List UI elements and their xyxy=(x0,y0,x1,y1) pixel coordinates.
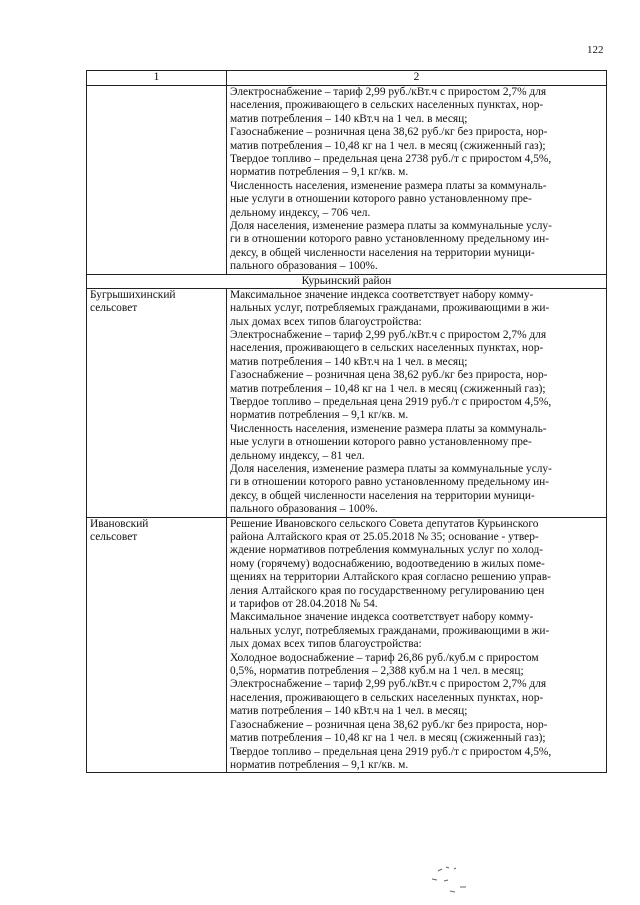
text-line: ги в отношении которого равно установленному предельному ин- xyxy=(230,476,550,489)
text-line: Решение Ивановского сельского Совета депутатов Курьинского xyxy=(230,517,539,530)
text-line: Доля населения, изменение размера платы за коммунальные услу- xyxy=(230,220,552,233)
text-line: матив потребления – 140 кВт.ч на 1 чел. в месяц; xyxy=(230,705,468,718)
text-line: Твердое топливо – предельная цена 2738 руб./т с приростом 4,5%, xyxy=(230,153,552,166)
paragraph xyxy=(230,329,603,369)
text-line: матив потребления – 10,48 кг на 1 чел. в месяц (сжиженный газ); xyxy=(230,382,546,395)
paragraph xyxy=(230,289,603,329)
text-line: норматив потребления – 9,1 кг/кв. м. xyxy=(230,409,409,422)
text-line: пального образования – 100%. xyxy=(230,260,378,273)
paragraph xyxy=(230,423,603,463)
text-line: матив потребления – 10,48 кг на 1 чел. в месяц (сжиженный газ); xyxy=(230,732,546,745)
text-line: Максимальное значение индекса соответствует набору комму- xyxy=(230,611,534,624)
text-line: дельному индексу, – 81 чел. xyxy=(230,449,365,462)
column-header-1: 1 xyxy=(87,71,227,86)
text-line: щениях на территории Алтайского края согласно решению управ- xyxy=(230,571,551,584)
text-line: Газоснабжение – розничная цена 38,62 руб./кг без прироста, нор- xyxy=(230,369,548,382)
table-row xyxy=(87,288,607,517)
text-line: норматив потребления – 9,1 кг/кв. м. xyxy=(230,166,409,179)
text-line: ги в отношении которого равно установленному предельному ин- xyxy=(230,233,550,246)
page-number: 122 xyxy=(587,44,604,56)
text-line: норматив потребления – 9,1 кг/кв. м. xyxy=(230,758,409,771)
table-row xyxy=(87,517,607,773)
text-line: ные услуги в отношении которого равно установленному пре- xyxy=(230,436,532,449)
text-line: Газоснабжение – розничная цена 38,62 руб./кг без прироста, нор- xyxy=(230,718,548,731)
paragraph xyxy=(230,611,603,651)
paragraph xyxy=(230,126,603,153)
text-line: матив потребления – 140 кВт.ч на 1 чел. в месяц; xyxy=(230,355,468,368)
text-line: Электроснабжение – тариф 2,99 руб./кВт.ч с приростом 2,7% для xyxy=(230,328,547,341)
paragraph xyxy=(230,369,603,396)
paragraph xyxy=(230,86,603,126)
paragraph xyxy=(230,463,603,517)
text-line: Холодное водоснабжение – тариф 26,86 руб./куб.м с приростом xyxy=(230,651,539,664)
text-line: дексу, в общей численности населения на территории муници- xyxy=(230,246,535,259)
paragraph xyxy=(230,180,603,220)
text-line: Твердое топливо – предельная цена 2919 руб./т с приростом 4,5%, xyxy=(230,745,552,758)
text-line: и тарифов от 28.04.2018 № 54. xyxy=(230,598,378,611)
text-line: населения, проживающего в сельских населенных пунктах, нор- xyxy=(230,99,544,112)
paragraph xyxy=(230,153,603,180)
text-line: Электроснабжение – тариф 2,99 руб./кВт.ч с приростом 2,7% для xyxy=(230,86,547,98)
paragraph xyxy=(230,678,603,718)
district-title: Курьинский район xyxy=(87,274,607,288)
header-row xyxy=(87,71,607,86)
text-line: ному (горячему) водоснабжению, водоотведению в жилых поме- xyxy=(230,557,545,570)
text-line: матив потребления – 140 кВт.ч на 1 чел. в месяц; xyxy=(230,112,468,125)
paragraph xyxy=(230,518,603,612)
paragraph xyxy=(230,746,603,773)
scan-artifact-marks xyxy=(424,857,484,897)
paragraph xyxy=(230,396,603,423)
text-line: района Алтайского края от 25.05.2018 № 35; основание - утвер- xyxy=(230,531,539,543)
text-line: Максимальное значение индекса соответствует набору комму- xyxy=(230,288,534,301)
text-line: 0,5%, норматив потребления – 2,388 куб.м на 1 чел. в месяц; xyxy=(230,665,524,678)
description-cell xyxy=(227,86,607,275)
text-line: Доля населения, изменение размера платы за коммунальные услу- xyxy=(230,462,552,475)
municipality-name: Ивановский сельсовет xyxy=(87,517,227,773)
text-line: дексу, в общей численности населения на территории муници- xyxy=(230,489,535,502)
text-line: населения, проживающего в сельских населенных пунктах, нор- xyxy=(230,691,544,704)
text-line: ждение нормативов потребления коммунальных услуг по холод- xyxy=(230,544,544,557)
description-cell xyxy=(227,288,607,517)
district-row xyxy=(87,274,607,288)
paragraph xyxy=(230,719,603,746)
utility-index-table xyxy=(86,70,607,773)
text-line: населения, проживающего в сельских населенных пунктах, нор- xyxy=(230,342,544,355)
column-header-2: 2 xyxy=(227,71,607,86)
text-line: матив потребления – 10,48 кг на 1 чел. в месяц (сжиженный газ); xyxy=(230,139,546,152)
text-line: Численность населения, изменение размера платы за коммуналь- xyxy=(230,422,547,435)
description-cell xyxy=(227,517,607,773)
text-line: дельному индексу, – 706 чел. xyxy=(230,206,371,219)
text-line: нальных услуг, потребляемых гражданами, проживающими в жи- xyxy=(230,302,550,315)
text-line: лых домах всех типов благоустройства: xyxy=(230,638,422,651)
text-line: ные услуги в отношении которого равно установленному пре- xyxy=(230,193,532,206)
text-line: Газоснабжение – розничная цена 38,62 руб./кг без прироста, нор- xyxy=(230,126,548,139)
paragraph xyxy=(230,220,603,274)
text-line: Твердое топливо – предельная цена 2919 руб./т с приростом 4,5%, xyxy=(230,395,552,408)
municipality-name: Бугрышихинский сельсовет xyxy=(87,288,227,517)
text-line: Электроснабжение – тариф 2,99 руб./кВт.ч с приростом 2,7% для xyxy=(230,678,547,691)
paragraph xyxy=(230,652,603,679)
text-line: нальных услуг, потребляемых гражданами, проживающими в жи- xyxy=(230,624,550,637)
text-line: лых домах всех типов благоустройства: xyxy=(230,315,422,328)
continuation-row xyxy=(87,86,607,275)
text-line: ления Алтайского края по государственному регулированию цен xyxy=(230,584,545,597)
text-line: Численность населения, изменение размера платы за коммуналь- xyxy=(230,179,547,192)
municipality-cell-empty xyxy=(87,86,227,275)
text-line: пального образования – 100%. xyxy=(230,503,378,516)
